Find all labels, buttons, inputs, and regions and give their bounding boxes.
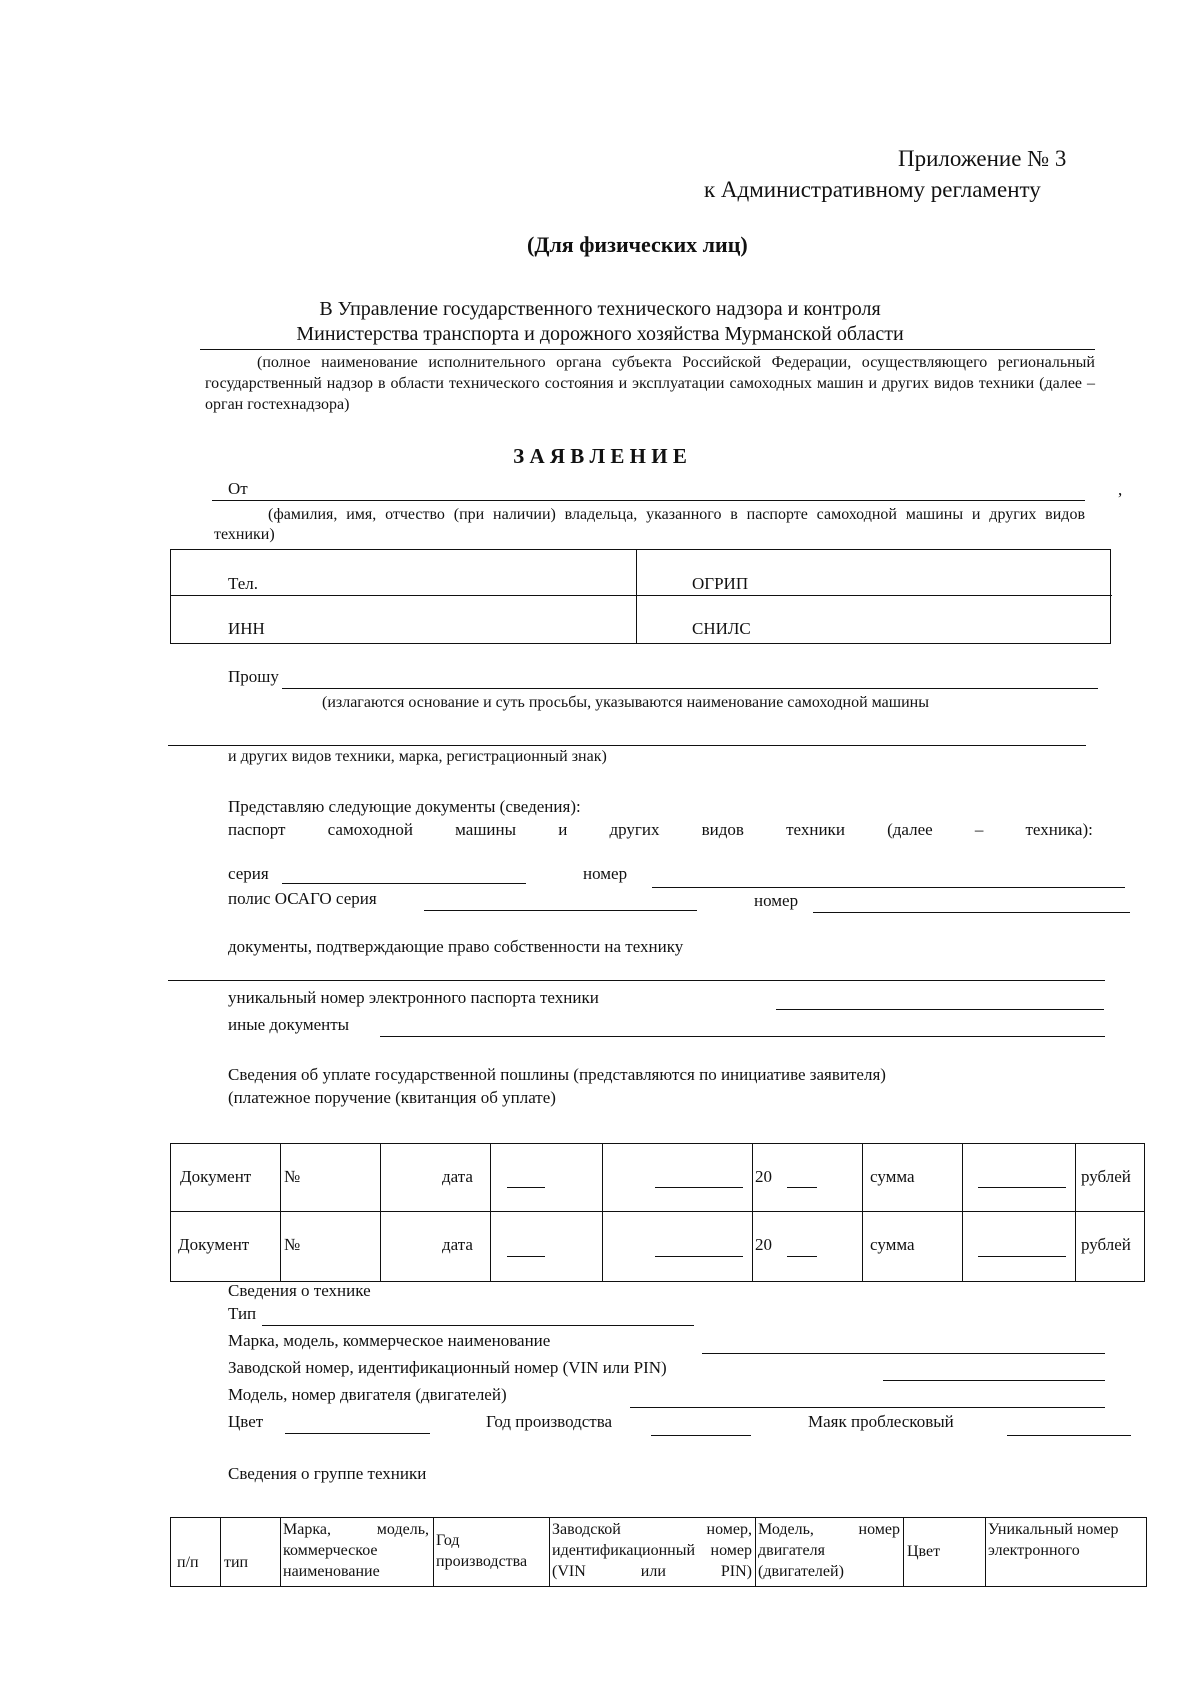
fee-row-sum-field[interactable] bbox=[978, 1187, 1066, 1188]
fee-row-date-month-field[interactable] bbox=[655, 1187, 743, 1188]
number-label: номер bbox=[583, 864, 628, 883]
passport-word: других bbox=[609, 820, 660, 839]
fee-row-date-day-field[interactable] bbox=[507, 1187, 545, 1188]
addressee-line-2: Министерства транспорта и дорожного хозяйства Мурманской области bbox=[296, 323, 904, 345]
documents-intro: Представляю следующие документы (сведения): bbox=[228, 797, 581, 816]
contacts-table-middle-rule bbox=[170, 595, 1112, 596]
fee-table-row-rule bbox=[170, 1211, 1145, 1212]
machine-beacon-field[interactable] bbox=[1007, 1435, 1131, 1436]
passport-word: техники bbox=[786, 820, 845, 839]
inn-label: ИНН bbox=[228, 619, 265, 638]
group-col-year: Год производства bbox=[436, 1532, 528, 1570]
machine-serial-field[interactable] bbox=[883, 1380, 1105, 1381]
fee-table-col bbox=[862, 1143, 863, 1282]
epassport-label: уникальный номер электронного паспорта техники bbox=[228, 988, 599, 1007]
group-col-type: тип bbox=[224, 1554, 249, 1571]
epassport-field[interactable] bbox=[776, 1009, 1104, 1010]
machine-type-field[interactable] bbox=[262, 1325, 694, 1326]
group-table-col bbox=[985, 1517, 986, 1587]
request-line-2[interactable] bbox=[168, 745, 1086, 746]
fee-table-col bbox=[1075, 1143, 1076, 1282]
osago-number-label: номер bbox=[754, 891, 799, 910]
series-field[interactable] bbox=[282, 883, 526, 884]
machine-beacon-label: Маяк проблесковый bbox=[808, 1412, 954, 1431]
addressee-line-1: В Управление государственного технического надзора и контроля bbox=[319, 298, 881, 320]
contacts-table bbox=[170, 549, 1111, 644]
fee-row-doc-label: Документ bbox=[178, 1235, 250, 1254]
passport-word: техника): bbox=[1025, 820, 1093, 839]
other-docs-label: иные документы bbox=[228, 1015, 350, 1034]
request-label: Прошу bbox=[228, 667, 279, 686]
from-comma: , bbox=[1118, 480, 1123, 499]
fee-row-sum-label: сумма bbox=[870, 1235, 915, 1254]
group-col-brand: Марка, модель, коммерческое наименование bbox=[283, 1521, 429, 1580]
request-line[interactable] bbox=[282, 688, 1098, 689]
passport-word: машины bbox=[455, 820, 517, 839]
passport-line bbox=[228, 820, 1093, 840]
machine-serial-label: Заводской номер, идентификационный номер (VIN или PIN) bbox=[228, 1358, 667, 1377]
series-label: серия bbox=[228, 864, 269, 883]
addressee-note: (полное наименование исполнительного органа субъекта Российской Федерации, осуществляющего региональный государственный надзор в области технического состояния и эксплуатации самоходных машин и других видов техники (далее – орган гостехнадзора) bbox=[205, 354, 1095, 413]
passport-word: и bbox=[558, 820, 568, 839]
osago-series-label: полис ОСАГО серия bbox=[228, 889, 377, 908]
fee-row-year-label: 20 bbox=[755, 1235, 772, 1254]
group-table-col bbox=[755, 1517, 756, 1587]
group-table-col bbox=[903, 1517, 904, 1587]
machine-color-field[interactable] bbox=[285, 1433, 430, 1434]
fee-row-sum-label: сумма bbox=[870, 1167, 915, 1186]
group-table-col bbox=[220, 1517, 221, 1587]
fee-row-year-field[interactable] bbox=[787, 1256, 817, 1257]
fee-row-currency-label: рублей bbox=[1081, 1167, 1131, 1186]
appendix-reference: к Административному регламенту bbox=[704, 177, 1041, 202]
fee-row-no-label: № bbox=[284, 1235, 301, 1254]
machine-color-label: Цвет bbox=[228, 1412, 264, 1431]
osago-number-field[interactable] bbox=[813, 912, 1130, 913]
document-title: З А Я В Л Е Н И Е bbox=[513, 444, 687, 468]
fee-row-currency-label: рублей bbox=[1081, 1235, 1131, 1254]
fee-row-date-label: дата bbox=[442, 1235, 473, 1254]
group-table-col bbox=[549, 1517, 550, 1587]
number-field[interactable] bbox=[652, 887, 1125, 888]
fee-line-1: Сведения об уплате государственной пошлины (представляются по инициативе заявителя) bbox=[228, 1065, 886, 1084]
group-heading: Сведения о группе техники bbox=[228, 1464, 427, 1483]
other-docs-field[interactable] bbox=[380, 1036, 1105, 1037]
group-col-epassport: Уникальный номер электронного bbox=[988, 1521, 1119, 1559]
group-col-engine: Модель, номер двигателя (двигателей) bbox=[758, 1521, 900, 1580]
group-table-col bbox=[433, 1517, 434, 1587]
group-col-serial: Заводской номер, идентификационный номер (VIN или PIN) bbox=[552, 1521, 752, 1580]
audience-heading: (Для физических лиц) bbox=[527, 232, 748, 257]
fee-table-col bbox=[490, 1143, 491, 1282]
fee-line-2: (платежное поручение (квитанция об уплате) bbox=[228, 1088, 556, 1107]
request-note-2: и других видов техники, марка, регистрационный знак) bbox=[228, 748, 607, 765]
passport-word: паспорт bbox=[228, 820, 286, 839]
ogrip-label: ОГРИП bbox=[692, 574, 749, 593]
machine-heading: Сведения о технике bbox=[228, 1281, 371, 1300]
machine-engine-label: Модель, номер двигателя (двигателей) bbox=[228, 1385, 507, 1404]
fee-row-year-field[interactable] bbox=[787, 1187, 817, 1188]
passport-word: (далее bbox=[887, 820, 933, 839]
machine-year-label: Год производства bbox=[486, 1412, 613, 1431]
from-name-line[interactable] bbox=[212, 500, 1085, 501]
machine-engine-field[interactable] bbox=[630, 1407, 1105, 1408]
fee-row-date-month-field[interactable] bbox=[655, 1256, 743, 1257]
group-col-index: п/п bbox=[177, 1554, 199, 1571]
fee-table-col bbox=[602, 1143, 603, 1282]
from-note: (фамилия, имя, отчество (при наличии) владельца, указанного в паспорте самоходной машины и других видов техники) bbox=[214, 506, 1085, 543]
fee-row-doc-label: Документ bbox=[180, 1167, 252, 1186]
request-note-1: (излагаются основание и суть просьбы, указываются наименование самоходной машины bbox=[322, 694, 929, 711]
fee-row-sum-field[interactable] bbox=[978, 1256, 1066, 1257]
ownership-docs-field[interactable] bbox=[168, 980, 1105, 981]
fee-table bbox=[170, 1143, 1145, 1282]
group-table-col bbox=[280, 1517, 281, 1587]
phone-label: Тел. bbox=[228, 574, 259, 593]
fee-row-year-label: 20 bbox=[755, 1167, 772, 1186]
passport-word: видов bbox=[701, 820, 744, 839]
machine-year-field[interactable] bbox=[651, 1435, 751, 1436]
machine-type-label: Тип bbox=[228, 1304, 257, 1323]
passport-word: – bbox=[974, 820, 984, 839]
passport-word: самоходной bbox=[327, 820, 413, 839]
group-col-color: Цвет bbox=[907, 1543, 941, 1560]
fee-row-no-label: № bbox=[284, 1167, 301, 1186]
appendix-number: Приложение № 3 bbox=[898, 146, 1067, 171]
addressee-underline bbox=[200, 349, 1095, 350]
ownership-docs-label: документы, подтверждающие право собственности на технику bbox=[228, 937, 684, 956]
machine-brand-label: Марка, модель, коммерческое наименование bbox=[228, 1331, 551, 1350]
contacts-table-divider bbox=[636, 549, 637, 644]
snils-label: СНИЛС bbox=[692, 619, 751, 638]
osago-series-field[interactable] bbox=[424, 910, 697, 911]
fee-row-date-label: дата bbox=[442, 1167, 473, 1186]
fee-table-col bbox=[962, 1143, 963, 1282]
fee-table-col bbox=[280, 1143, 281, 1282]
fee-table-col bbox=[752, 1143, 753, 1282]
machine-brand-field[interactable] bbox=[702, 1353, 1105, 1354]
from-label: От bbox=[228, 479, 248, 498]
fee-row-date-day-field[interactable] bbox=[507, 1256, 545, 1257]
fee-table-col bbox=[380, 1143, 381, 1282]
